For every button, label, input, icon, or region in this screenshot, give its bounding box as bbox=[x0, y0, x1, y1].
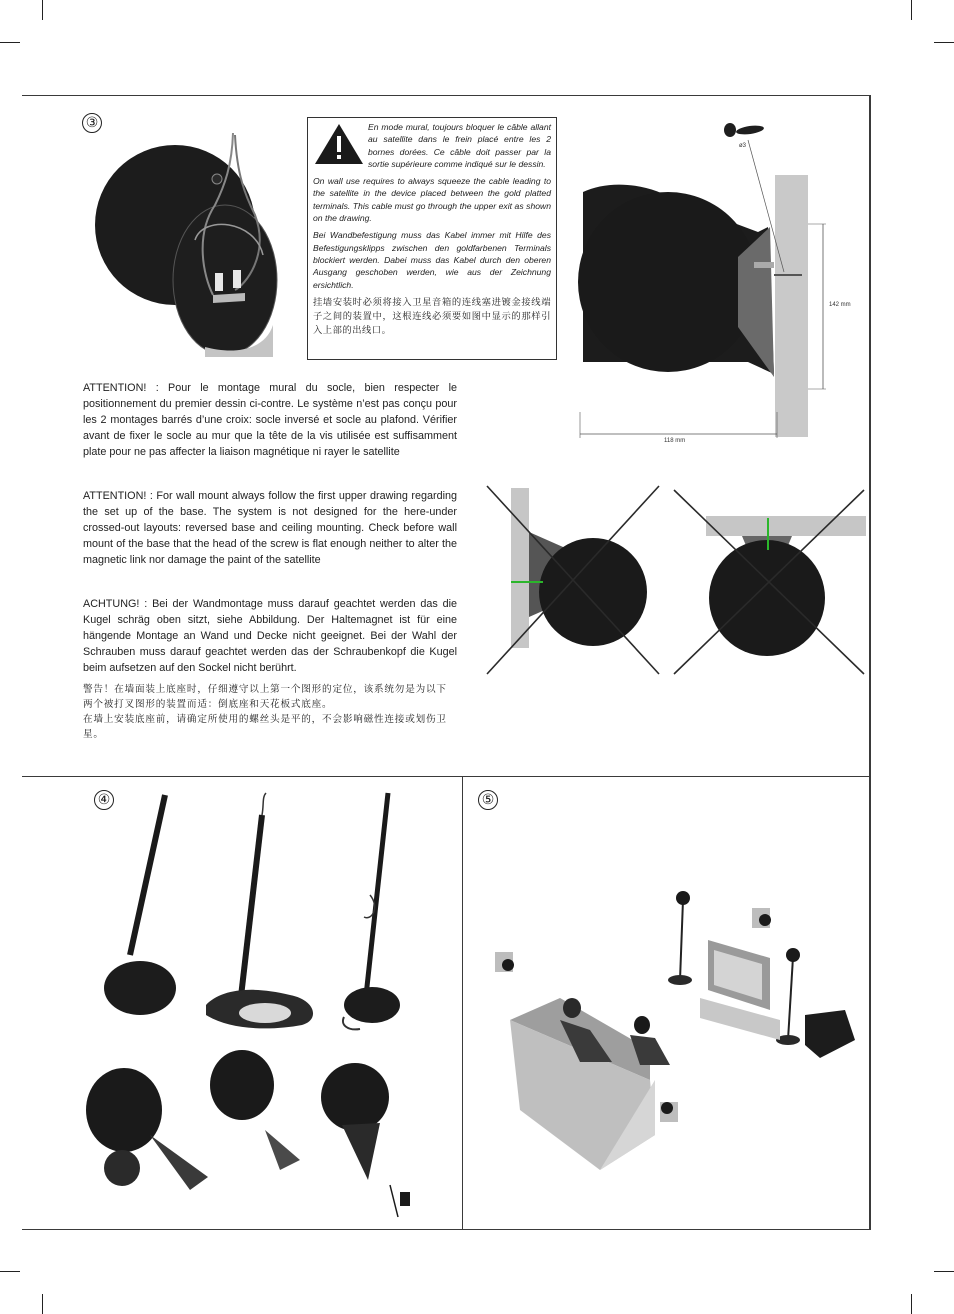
attention-text-fr: ATTENTION! : Pour le montage mural du socle, bien respecter le positionnement du premier dessin ci-contre. Le système n’est pas conçu pour les 2 montages barrés d’une croix: socle inversé et socle au plafond. Vérifier avant de fixer le socle au mur que la tête de la vis utilisée est suffisamment plate pour ne pas affecter la liaison magnétique ni rayer le satellite bbox=[83, 382, 457, 459]
satellite-back-illustration bbox=[95, 125, 300, 357]
crop-mark bbox=[0, 1271, 20, 1272]
warning-text-de: Bei Wandbefestigung muss das Kabel immer mit Hilfe des Befestigungsklipps zwischen den goldfarbenen Terminals blockiert werden. Dabei muss das Kabel durch den oberen Ausgang geschoben werden, wie aus der Zeichnung ersichtlich. bbox=[313, 230, 551, 290]
crop-mark bbox=[911, 0, 912, 20]
home-cinema-placement-illustration bbox=[480, 880, 860, 1170]
crop-mark bbox=[0, 42, 20, 43]
frame-right bbox=[869, 95, 871, 1230]
crossed-out-ceiling-mount bbox=[672, 488, 868, 678]
step-4-number: ④ bbox=[94, 790, 114, 810]
height-dimension-label: 142 mm bbox=[829, 302, 851, 308]
step-5-number: ⑤ bbox=[478, 790, 498, 810]
crop-mark bbox=[934, 42, 954, 43]
crop-mark bbox=[911, 1294, 912, 1314]
attention-text-de: ACHTUNG! : Bei der Wandmontage muss darauf geachtet werden das die Kugel schräg oben sitzt, siehe Abbildung. Der Haltemagnet ist für eine hängende Montage an Wand und Decke nicht geeignet. Bei der Wahl der Schrauben muss darauf geachtet werden das der Schraubenkopf die Kugel beim aufsetzen auf den Sockel nicht berührt. bbox=[83, 598, 457, 675]
crop-mark bbox=[42, 0, 43, 20]
frame-top bbox=[22, 95, 870, 96]
wall-mount-dimension-drawing bbox=[578, 112, 838, 452]
warning-triangle-icon bbox=[313, 121, 365, 167]
crossed-out-reversed-base bbox=[483, 482, 663, 678]
frame-middle bbox=[22, 776, 870, 777]
frame-bottom bbox=[22, 1229, 870, 1230]
screw-diameter-label: ø3 bbox=[739, 143, 747, 149]
width-dimension-label: 118 mm bbox=[664, 438, 686, 444]
warning-text-zh: 挂墙安装时必须将接入卫星音箱的连线塞进镀金接线端子之间的装置中，这根连线必须要如图中显示的那样引入上部的出线口。 bbox=[313, 296, 551, 336]
step-3-number: ③ bbox=[82, 113, 102, 133]
attention-text-en: ATTENTION! : For wall mount always follow the first upper drawing regarding the set up of the base. The system is not designed for the here-under crossed-out layouts: reversed base and ceiling mounting. Check before wall mount of the base that the head of the screw is flat enough neither to alter the magnetic link nor damage the paint of the satellite bbox=[83, 490, 457, 567]
attention-text-zh-2: 在墙上安装底座前，请确定所使用的螺丝头是平的，不会影响磁性连接或划伤卫星。 bbox=[83, 714, 447, 740]
warning-text-fr: En mode mural, toujours bloquer le câble allant au satellite dans le frein placé entre les 2 bornes dorées. Ce câble doit passer par la sortie supérieure comme indiqué sur le dessin. bbox=[368, 122, 551, 169]
attention-text-zh-1: 警告！在墙面装上底座时，仔细遵守以上第一个图形的定位，该系统勿是为以下两个被打叉图形的装置而适：倒底座和天花板式底座。 bbox=[83, 684, 447, 710]
stand-assembly-illustration bbox=[80, 785, 450, 1225]
warning-text-en: On wall use requires to always squeeze the cable leading to the satellite in the device placed between the gold platted terminals. This cable must go through the upper exit as shown on the drawing. bbox=[313, 176, 551, 224]
warning-box bbox=[307, 117, 557, 360]
crop-mark bbox=[934, 1271, 954, 1272]
crop-mark bbox=[42, 1294, 43, 1314]
frame-divider bbox=[462, 777, 463, 1229]
